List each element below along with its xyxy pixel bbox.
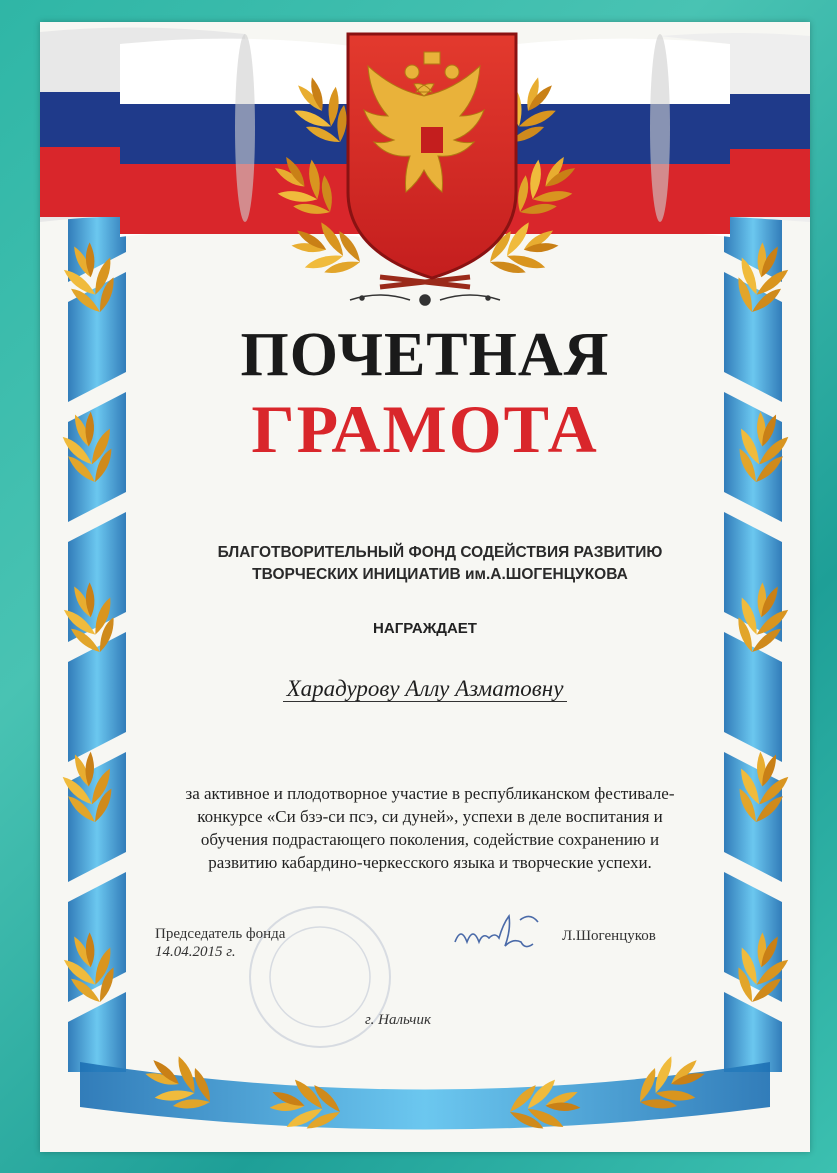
signature — [455, 916, 538, 947]
reason-line: за активное и плодотворное участие в республиканском фестивале- — [185, 784, 675, 803]
organization-name — [160, 542, 720, 586]
recipient-name-text: Харадурову Аллу Азматовну — [283, 676, 568, 702]
certificate-decorations — [40, 22, 810, 1152]
title-line-2: ГРАМОТА — [251, 391, 599, 467]
organization-line-2: ТВОРЧЕСКИХ ИНИЦИАТИВ им.А.ШОГЕНЦУКОВА — [252, 566, 628, 583]
title-line-1: ПОЧЕТНАЯ — [240, 321, 610, 389]
chairman-label: Председатель фонда — [155, 926, 286, 942]
organization-line-1: БЛАГОТВОРИТЕЛЬНЫЙ ФОНД СОДЕЙСТВИЯ РАЗВИТИЮ — [217, 544, 663, 561]
reason-line: развитию кабардино-черкесского языка и творческие успехи. — [208, 853, 652, 872]
city: г. Нальчик — [365, 1012, 431, 1028]
certificate-sheet — [40, 22, 810, 1152]
reason-line: обучения подрастающего поколения, содействие сохранению и — [200, 830, 660, 849]
reason-line: конкурсе «Си бзэ-си псэ, си дуней», успехи в деле воспитания и — [197, 807, 663, 826]
ornament-divider — [350, 295, 500, 305]
coat-of-arms-shield-icon — [348, 34, 516, 278]
recipient-name — [40, 676, 810, 702]
signer-name: Л.Шогенцуков — [562, 928, 656, 944]
awards-label: НАГРАЖДАЕТ — [373, 620, 477, 637]
issue-date: 14.04.2015 г. — [155, 944, 236, 960]
award-reason — [150, 782, 710, 874]
